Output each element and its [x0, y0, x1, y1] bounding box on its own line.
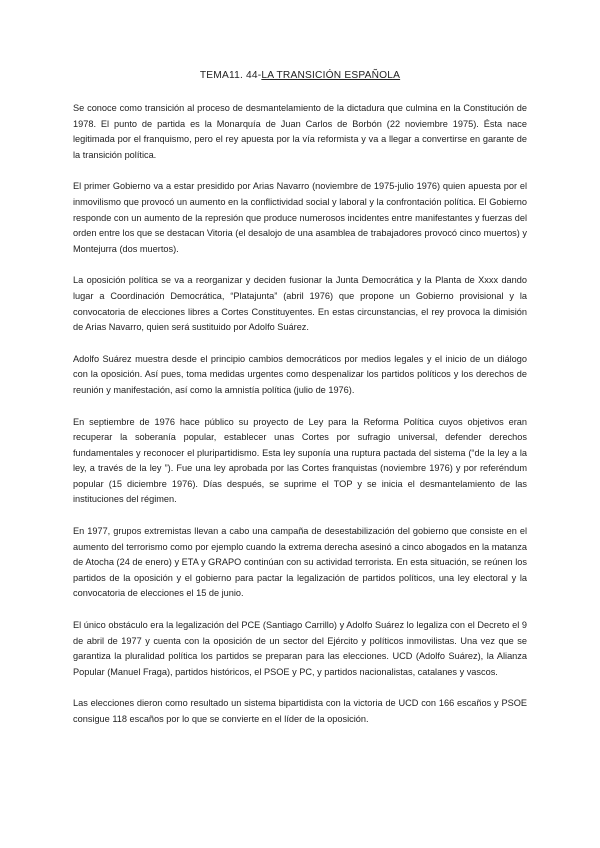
paragraph: La oposición política se va a reorganizar y deciden fusionar la Junta Democrática y la Planta de Xxxx dando lugar a Coordinación Democrática, “Platajunta” (abril 1976) que propone un Gobierno provisional y la convocatoria de elecciones libres a Cortes Constituyentes. En estas circunstancias, el rey provoca la dimisión de Arias Navarro, quien será sustituido por Adolfo Suárez. [73, 275, 527, 333]
title-prefix: TEMA11. 44- [199, 70, 262, 81]
paragraph: En septiembre de 1976 hace público su proyecto de Ley para la Reforma Política cuyos objetivos eran recuperar la soberanía popular, establecer unas Cortes por sufragio universal, defender derechos fundamentales y reconocer el pluripartidismo. Esta ley suponía una ruptura pactada del sistema (“de la ley a la ley, a través de la ley ”). Fue una ley aprobada por las Cortes franquistas (noviembre 1976) y por referéndum popular (15 diciembre 1976). Días después, se suprime el TOP y se inicia el desmantelamiento de las instituciones del régimen. [73, 416, 527, 505]
paragraph: Se conoce como transición al proceso de desmantelamiento de la dictadura que culmina en la Constitución de 1978. El punto de partida es la Monarquía de Juan Carlos de Borbón (22 noviembre 1975). Ésta nace legitimada por el franquismo, pero el rey apuesta por la vía reformista y va a llegar a convertirse en garante de la transición política. [73, 103, 527, 160]
paragraph: El único obstáculo era la legalización del PCE (Santiago Carrillo) y Adolfo Suárez lo legaliza con el Decreto el 9 de abril de 1977 y cuenta con la oposición de un sector del Ejército y políticos inmovilistas. Una vez que se garantiza la pluralidad política los partidos se preparan para las elecciones. UCD (Adolfo Suárez), la Alianza Popular (Manuel Fraga), partidos históricos, el PSOE y PC, y partidos nacionalistas, catalanes y vascos. [73, 620, 527, 677]
paragraph: El primer Gobierno va a estar presidido por Arias Navarro (noviembre de 1975-julio 1976) quien apuesta por el inmovilismo que provocó un aumento en la conflictividad social y laboral y la confrontación política. El Gobierno responde con un aumento de la represión que produce numerosos incidentes entre manifestantes y fuerzas del orden entre los que se destacan Vitoria (el desalojo de una asamblea de trabajadores provocó cinco muertos) y Montejurra (dos muertos). [73, 181, 527, 254]
title-main: LA TRANSICIÓN ESPAÑOLA [261, 70, 401, 81]
paragraph: Las elecciones dieron como resultado un sistema bipartidista con la victoria de UCD con 166 escaños y PSOE consigue 118 escaños por lo que se convierte en el líder de la oposición. [73, 698, 527, 724]
paragraph: Adolfo Suárez muestra desde el principio cambios democráticos por medios legales y el inicio de un diálogo con la oposición. Así pues, toma medidas urgentes como despenalizar los partidos políticos y los derechos de reunión y manifestación, así como la amnistía política (julio de 1976). [73, 353, 527, 395]
document-body [73, 101, 527, 744]
paragraph: En 1977, grupos extremistas llevan a cabo una campaña de desestabilización del gobierno que consiste en el aumento del terrorismo como por ejemplo cuando la extrema derecha asesinó a cinco abogados en la matanza de Atocha (24 de enero) y ETA y GRAPO continúan con su actividad terrorista. En esta situación, se reúnen los partidos de la oposición y el gobierno para pactar la legalización de partidos políticos, una ley electoral y la convocatoria de elecciones el 15 de junio. [73, 526, 527, 599]
document-title [0, 70, 600, 81]
